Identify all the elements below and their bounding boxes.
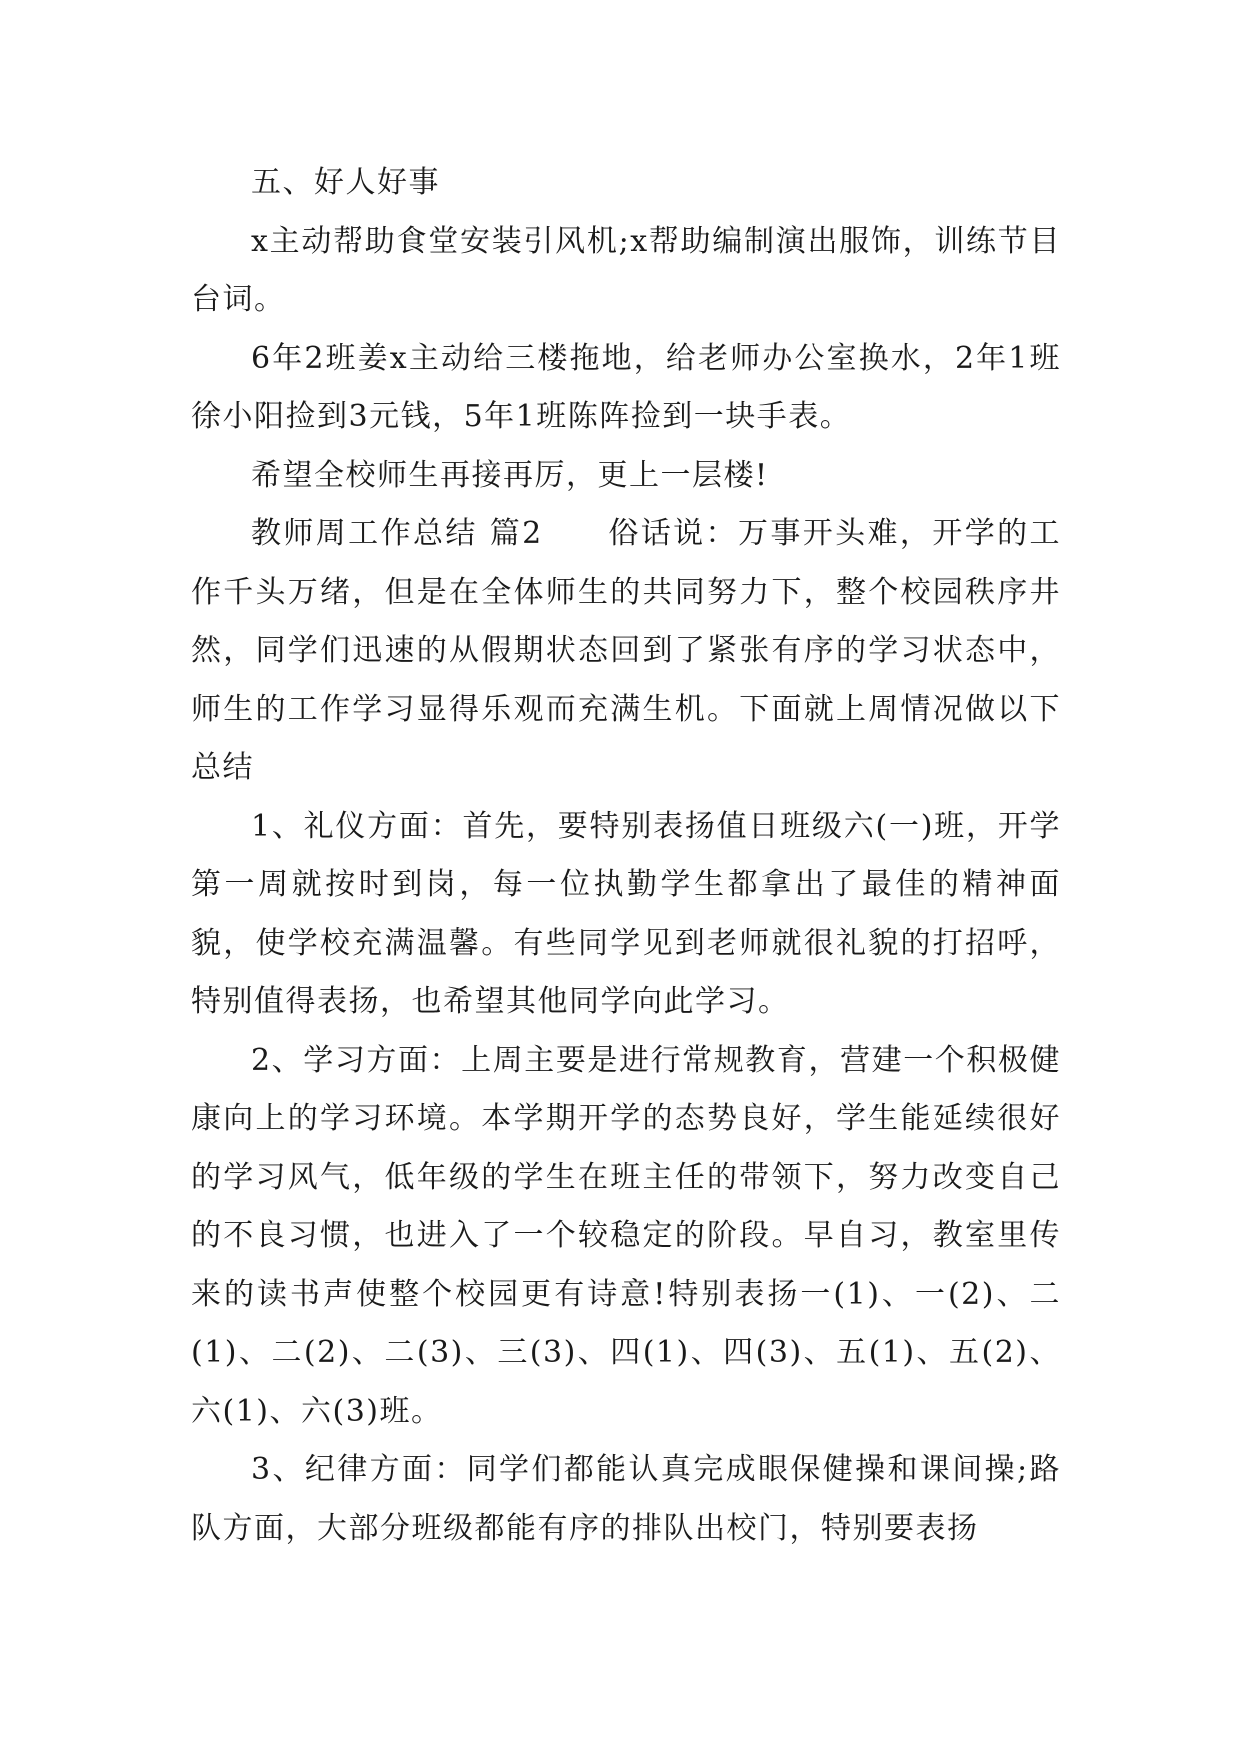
paragraph-closing-wish: 希望全校师生再接再厉，更上一层楼! — [251, 457, 769, 493]
paragraph-good-deeds-1: x主动帮助食堂安装引风机;x帮助编制演出服饰，训练节目台词。 — [191, 223, 1061, 317]
paragraph-good-deeds-2: 6年2班姜x主动给三楼拖地，给老师办公室换水，2年1班徐小阳捡到3元钱，5年1班陈阵捡到一块手表。 — [191, 340, 1061, 434]
paragraph-summary-intro: 教师周工作总结 篇2 俗话说：万事开头难，开学的工作千头万绪，但是在全体师生的共同努力下，整个校园秩序井然，同学们迅速的从假期状态回到了紧张有序的学习状态中，师生的工作学习显得乐观而充满生机。下面就上周情况做以下总结 — [191, 516, 1061, 785]
paragraph-discipline: 3、纪律方面：同学们都能认真完成眼保健操和课间操;路队方面，大部分班级都能有序的排队出校门，特别要表扬 — [191, 1452, 1061, 1546]
paragraph-etiquette: 1、礼仪方面：首先，要特别表扬值日班级六(一)班，开学第一周就按时到岗，每一位执勤学生都拿出了最佳的精神面貌，使学校充满温馨。有些同学见到老师就很礼貌的打招呼，特别值得表扬，也希望其他同学向此学习。 — [191, 808, 1061, 1019]
paragraph-study: 2、学习方面：上周主要是进行常规教育，营建一个积极健康向上的学习环境。本学期开学的态势良好，学生能延续很好的学习风气，低年级的学生在班主任的带领下，努力改变自己的不良习惯，也进入了一个较稳定的阶段。早自习，教室里传来的读书声使整个校园更有诗意!特别表扬一(1)、一(2)、二(1)、二(2)、二(3)、三(3)、四(1)、四(3)、五(1)、五(2)、六(1)、六(3)班。 — [191, 1042, 1061, 1429]
document-page — [191, 154, 1061, 1558]
paragraph-heading-good-deeds: 五、好人好事 — [251, 165, 440, 200]
